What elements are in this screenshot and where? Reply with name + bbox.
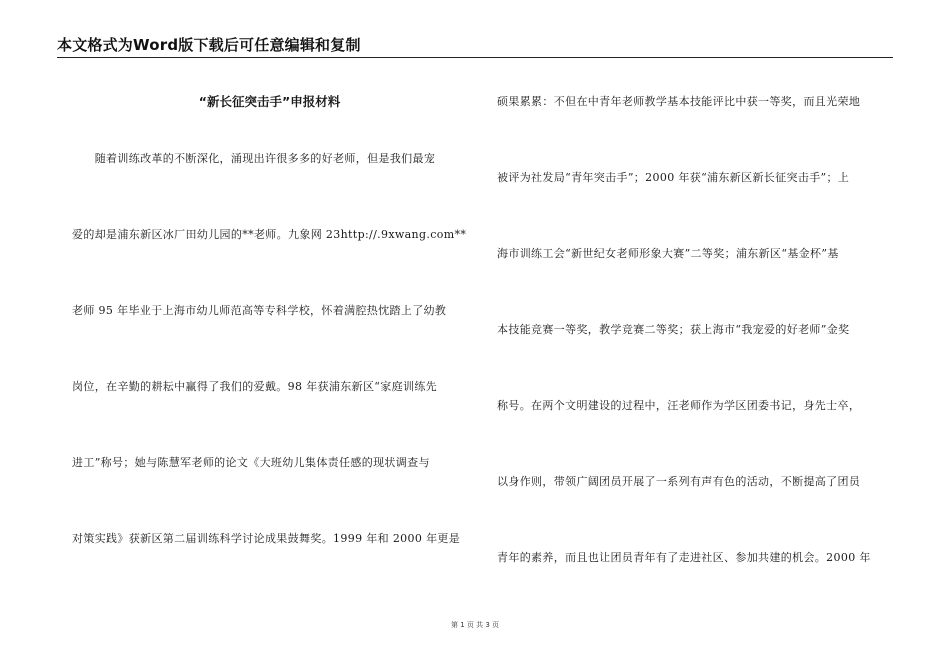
text-line: 被评为社发局“青年突击手”；2000 年获“浦东新区新长征突击手”；上 — [497, 171, 850, 184]
text-line: 对策实践》获新区第二届训练科学讨论成果鼓舞奖。1999 年和 2000 年更是 — [72, 532, 461, 545]
text-line: 青年的素养，而且也让团员青年有了走进社区、参加共建的机会。2000 年 — [497, 551, 871, 564]
header-title: 本文格式为Word版下载后可任意编辑和复制 — [57, 36, 361, 54]
text-line: 爱的却是浦东新区冰厂田幼儿园的**老师。九象网 23http://.9xwang.com** — [72, 228, 467, 241]
text-line: 本技能竞赛一等奖，教学竞赛二等奖；获上海市“我宠爱的好老师”金奖 — [497, 323, 850, 336]
text-line: 硕果累累：不但在中青年老师教学基本技能评比中获一等奖，而且光荣地 — [497, 95, 861, 108]
text-line: 进工”称号；她与陈慧军老师的论文《大班幼儿集体责任感的现状调查与 — [72, 456, 430, 469]
text-line: 随着训练改革的不断深化，涌现出许很多多的好老师，但是我们最宠 — [72, 152, 436, 165]
text-line: 称号。在两个文明建设的过程中，汪老师作为学区团委书记，身先士卒， — [497, 399, 861, 412]
page-footer: 第 1 页 共 3 页 — [450, 621, 500, 629]
text-line: 岗位，在辛勤的耕耘中赢得了我们的爱戴。98 年获浦东新区“家庭训练先 — [72, 380, 438, 393]
document-title: “新长征突击手”申报材料 — [198, 94, 341, 109]
header-rule — [57, 57, 893, 58]
text-line: 海市训练工会“新世纪女老师形象大赛”二等奖；浦东新区“基金杯”基 — [497, 247, 839, 260]
text-line: 老师 95 年毕业于上海市幼儿师范高等专科学校，怀着满腔热忱踏上了幼教 — [72, 304, 447, 317]
text-line: 以身作则，带领广阔团员开展了一系列有声有色的活动，不断提高了团员 — [497, 475, 861, 488]
